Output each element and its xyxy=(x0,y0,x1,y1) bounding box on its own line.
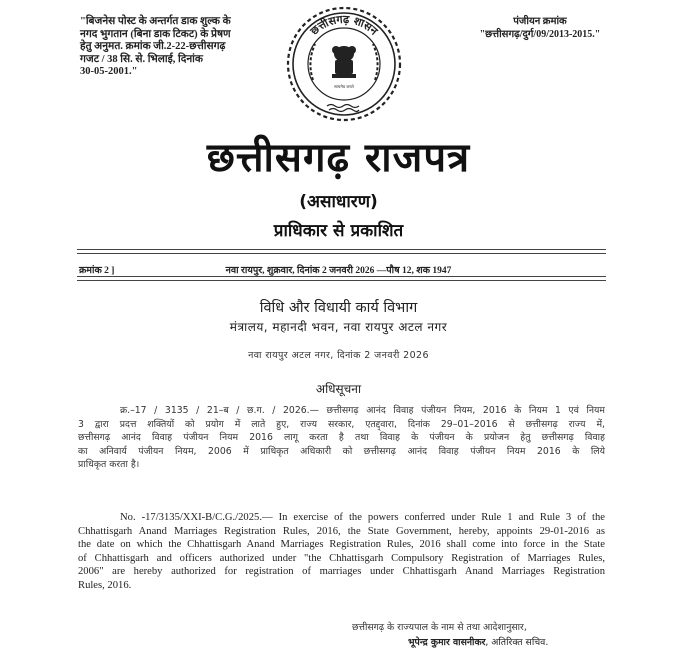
divider-top xyxy=(77,249,606,254)
signature-block xyxy=(408,635,548,648)
department-name: विधि और विधायी कार्य विभाग xyxy=(259,300,418,316)
postal-notice-line: नगद भुगतान (बिना डाक टिकट) के प्रेषण xyxy=(80,28,231,40)
english-line: 2006" are hereby authorized for registration of marriages under Chhattisgarh Anand Marriages Registration xyxy=(78,566,605,578)
postal-notice xyxy=(80,16,232,79)
english-line: the date on which the Chhattisgarh Anand Marriages Registration Rules, 2016 shall come into force in the State xyxy=(78,539,605,551)
signature-order-line: छत्तीसगढ़ के राज्यपाल के नाम से तथा आदेशानुसार, xyxy=(352,622,527,633)
english-line: Rules, 2016. xyxy=(78,579,132,591)
postal-notice-line: 30-05-2001." xyxy=(80,66,138,77)
gazette-authority: प्राधिकार से प्रकाशित xyxy=(273,221,404,241)
signatory-name: भूपेन्द्र कुमार वासनीकर xyxy=(408,637,486,648)
gazette-title: छत्तीसगढ़ राजपत्र xyxy=(206,135,471,181)
issue-place-date: नवा रायपुर, शुक्रवार, दिनांक 2 जनवरी 2026 —पौष 12, शक 1947 xyxy=(225,266,452,276)
notification-heading: अधिसूचना xyxy=(315,382,362,396)
hindi-line: प्राधिकृत करता है। xyxy=(78,459,140,471)
divider-bottom xyxy=(77,276,606,281)
notification-hindi-text xyxy=(78,404,605,472)
hindi-line: 3 द्वारा प्रदत्त शक्तियों को प्रयोग में लाते हुए, राज्य सरकार, एतद्द्वारा, दिनांक 29–01–2016 से छत्तीसगढ़ राज्य में, xyxy=(78,418,605,430)
notification-place-date: नवा रायपुर अटल नगर, दिनांक 2 जनवरी 2026 xyxy=(248,350,429,361)
registration-value: "छत्तीसगढ़/दुर्ग/09/2013-2015." xyxy=(479,28,601,40)
postal-notice-line: हेतु अनुमत. क्रमांक जी.2-22-छत्तीसगढ़ xyxy=(80,41,226,52)
hindi-line: छत्तीसगढ़ आनंद विवाह पंजीयन नियम 2016 लागू करता है तथा विवाह के पंजीयन के प्रयोजन हेतु छत्तीसगढ़ विवाह xyxy=(78,432,605,444)
hindi-line: का अनिवार्य पंजीयन नियम, 2006 में प्राधिकृत अधिकारी को छत्तीसगढ़ आनंद विवाह पंजीयन नियम 2016 के लिये xyxy=(78,445,605,457)
registration-label: पंजीयन क्रमांक xyxy=(513,16,567,27)
hindi-line: क्र.–17 / 3135 / 21–ब / छ.ग. / 2026.— छत्तीसगढ़ आनंद विवाह पंजीयन नियम, 2016 के नियम 1 एवं नियम xyxy=(120,405,605,416)
issue-number: क्रमांक 2 ] xyxy=(79,266,115,276)
english-line: Chhattisgarh Anand Marriages Registration Rules, 2016, the State Government, hereby, appoints 29-01-2016 as xyxy=(78,525,605,537)
english-line: No. -17/3135/XXI-B/C.G./2025.— In exercise of the powers conferred under Rule 1 and Rule 3 of the xyxy=(120,512,605,523)
postal-notice-line: "बिजनेस पोस्ट के अन्तर्गत डाक शुल्क के xyxy=(80,16,231,27)
svg-text:सत्यमेव जयते: सत्यमेव जयते xyxy=(334,84,354,89)
english-line: of Chhattisgarh and officers authorized under "the Chhattisgarh Compulsory Registration of Marriages Rules, xyxy=(78,552,605,564)
signatory-designation: , अतिरिक्त सचिव. xyxy=(485,637,549,648)
department-address: मंत्रालय, महानदी भवन, नवा रायपुर अटल नगर xyxy=(229,320,448,334)
svg-text:छत्तीसगढ़ शासन: छत्तीसगढ़ शासन xyxy=(307,12,381,38)
registration-number xyxy=(440,16,640,41)
postal-notice-line: गजट / 38 सि. से. भिलाई, दिनांक xyxy=(80,53,203,65)
state-emblem-icon xyxy=(283,2,405,132)
gazette-subtitle: (असाधारण) xyxy=(299,192,378,212)
notification-english-text xyxy=(78,511,605,593)
